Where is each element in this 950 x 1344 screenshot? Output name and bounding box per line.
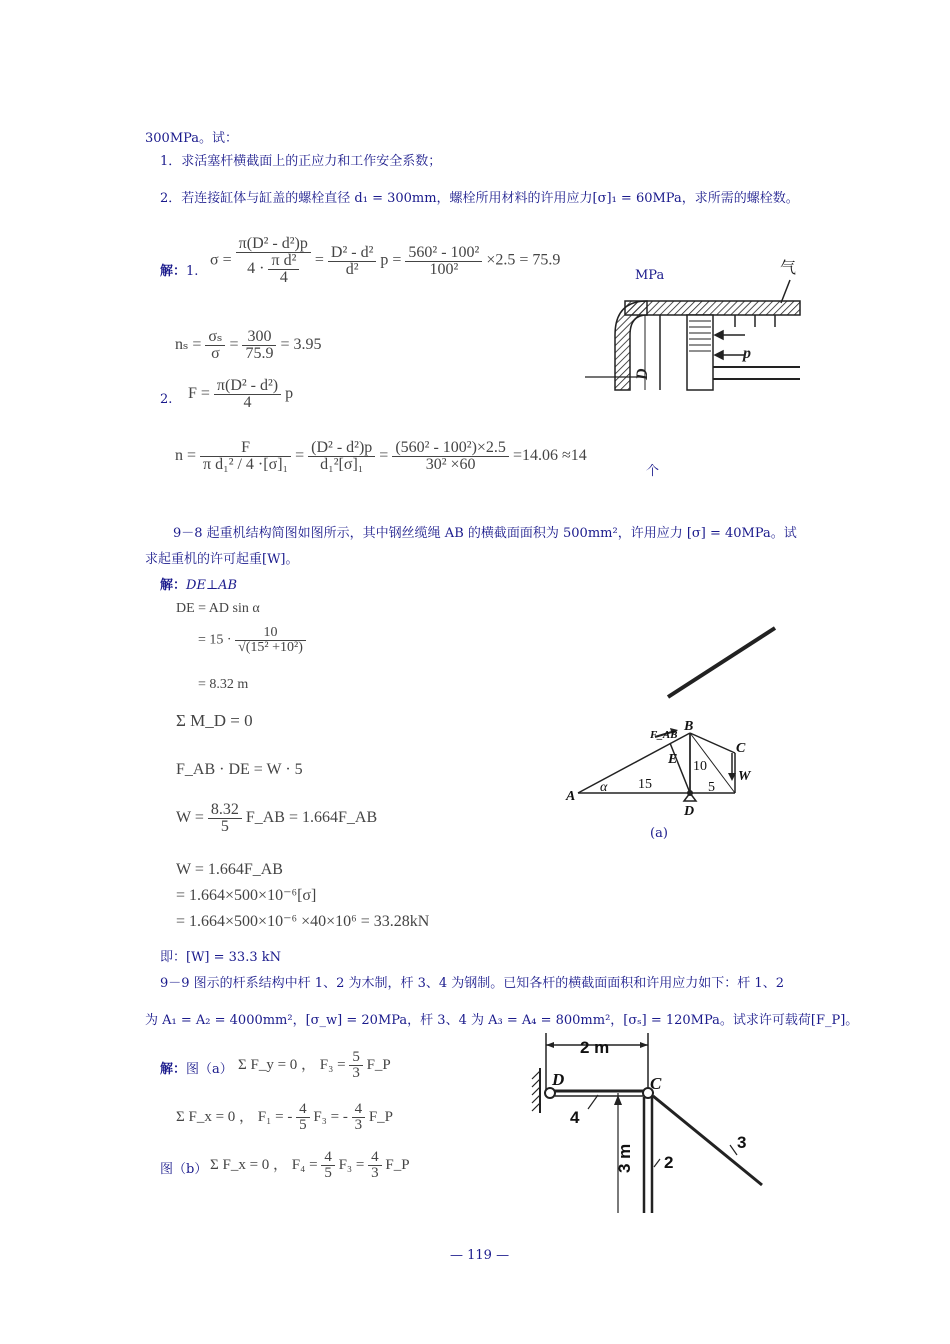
page-number: — 119 —	[450, 1248, 510, 1263]
crane-figure	[560, 625, 790, 845]
intro-item1: 1．求活塞杆横截面上的正应力和工作安全系数；	[160, 154, 442, 169]
fig1-label-p: p	[743, 345, 751, 362]
p99-a-prefix: 解：图（a）	[160, 1062, 233, 1077]
p98-eq4: = 1.664×500×10⁻⁶[σ]	[176, 887, 317, 904]
p98-de1: DE = AD sin α	[176, 601, 260, 616]
F-equation: F = $\frac{\text{π(D² - d²)}}{4}$ p	[188, 377, 294, 411]
fig2-label-A: A	[566, 789, 576, 804]
intro-item2: 2．若连接缸体与缸盖的螺栓直径 d₁ = 300mm，螺栓所用材料的许用应力[σ]₁ = 60MPa，求所需的螺栓数。	[160, 191, 799, 206]
fig2-label-C: C	[736, 741, 746, 756]
fig2-label-10: 10	[693, 759, 707, 774]
p98-line1: 9－8 起重机结构简图如图所示，其中钢丝缆绳 AB 的横截面面积为 500mm²，许用应力 [σ] = 40MPa。试	[173, 526, 797, 541]
fig3-label-D: D	[552, 1070, 565, 1089]
p98-sum: Σ M_D = 0	[176, 711, 253, 730]
n-equation: n = $\frac{F}{\text{π d₁² / 4 ·[σ]₁}}$ = $\frac{\text{(D² - d²)p}}{\text{d₁²[σ]₁}}$ = $\frac{\text{(560² - 100²)×2.5}}{\text{30² ×60}}$ =14.06 ≈14	[175, 439, 587, 473]
p98-eq2: W = $\frac{8.32}{5}$ F_AB = 1.664F_AB	[176, 801, 378, 835]
fig2-caption: (a)	[650, 826, 668, 841]
fig2-label-5: 5	[708, 780, 715, 795]
fig2-label-D: D	[684, 804, 695, 819]
cylinder-figure	[585, 255, 805, 395]
sigma-unit: MPa	[635, 268, 665, 283]
fig3-label-3m: 3 m	[615, 1143, 634, 1173]
p98-sol-head: 解：DE⊥AB	[160, 578, 238, 593]
fig2-label-alpha: α	[600, 780, 608, 795]
p99-line1: 9－9 图示的杆系结构中杆 1、2 为木制，杆 3、4 为钢制。已知各杆的横截面面积和许用应力如下：杆 1、2	[160, 976, 784, 991]
fig2-label-B: B	[684, 719, 694, 734]
solution-label: 解：1.	[160, 264, 199, 279]
fig3-label-2: 2	[664, 1153, 674, 1172]
bar-system-figure	[530, 1033, 770, 1213]
p99-b-eq: Σ F_x = 0 ， F₄ = $\frac{4}{5}$ F₃ = $\frac{4}{3}$ F_P	[210, 1149, 410, 1181]
fig3-label-2m: 2 m	[580, 1038, 610, 1057]
fig3-label-4: 4	[570, 1108, 580, 1127]
p99-line2: 为 A₁ = A₂ = 4000mm²，[σ_w] = 20MPa，杆 3、4 为 A₃ = A₄ = 800mm²，[σₛ] = 120MPa。试求许可载荷[F_P]。	[145, 1013, 859, 1028]
p99-b-prefix: 图（b）	[160, 1162, 208, 1177]
sigma-equation: σ = π(D² - d²)p 4 · $\frac{\text{π d²}}{4}$ = $\frac{\text{D² - d²}}{\text{d²}}$ p = $\frac{\text{560² - 100²}}{\text{100²}}$ ×2.5 = 75.9	[210, 235, 561, 286]
p98-de2: = 15 · $\frac{10}{\text{√(15² +10²)}}$	[198, 626, 306, 655]
fig2-label-W: W	[738, 769, 751, 784]
p99-a-eq2: Σ F_x = 0 ， F₁ = - $\frac{4}{5}$ F₃ = - $\frac{4}{3}$ F_P	[176, 1101, 394, 1133]
fig1-label-D: D	[634, 368, 651, 380]
p98-eq3: W = 1.664F_AB	[176, 861, 283, 878]
intro-line1: 300MPa。试：	[145, 131, 239, 146]
fig3-label-C: C	[650, 1074, 662, 1093]
p99-a-eq1: Σ F_y = 0 ， F₃ = $\frac{5}{3}$ F_P	[238, 1049, 391, 1081]
p98-answer: 即：[W] = 33.3 kN	[160, 950, 281, 965]
p98-de3: = 8.32 m	[198, 677, 249, 692]
p98-eq1: F_AB · DE = W · 5	[176, 761, 303, 778]
p98-line2: 求起重机的许可起重[W]。	[145, 552, 299, 567]
fig2-label-E: E	[668, 752, 678, 767]
fig3-label-3: 3	[737, 1133, 747, 1152]
solution-num2: 2.	[160, 392, 173, 407]
p98-eq5: = 1.664×500×10⁻⁶ ×40×10⁶ = 33.28kN	[176, 913, 430, 930]
ns-equation: nₛ = $\frac{\text{σₛ}}{\sigma}$ = $\frac{300}{75.9}$ = 3.95	[175, 328, 322, 362]
fig2-label-15: 15	[638, 777, 652, 792]
n-unit: 个	[646, 464, 660, 479]
fig2-label-FAB: F_AB	[650, 729, 678, 741]
fig1-label-qi: 气	[780, 258, 797, 277]
